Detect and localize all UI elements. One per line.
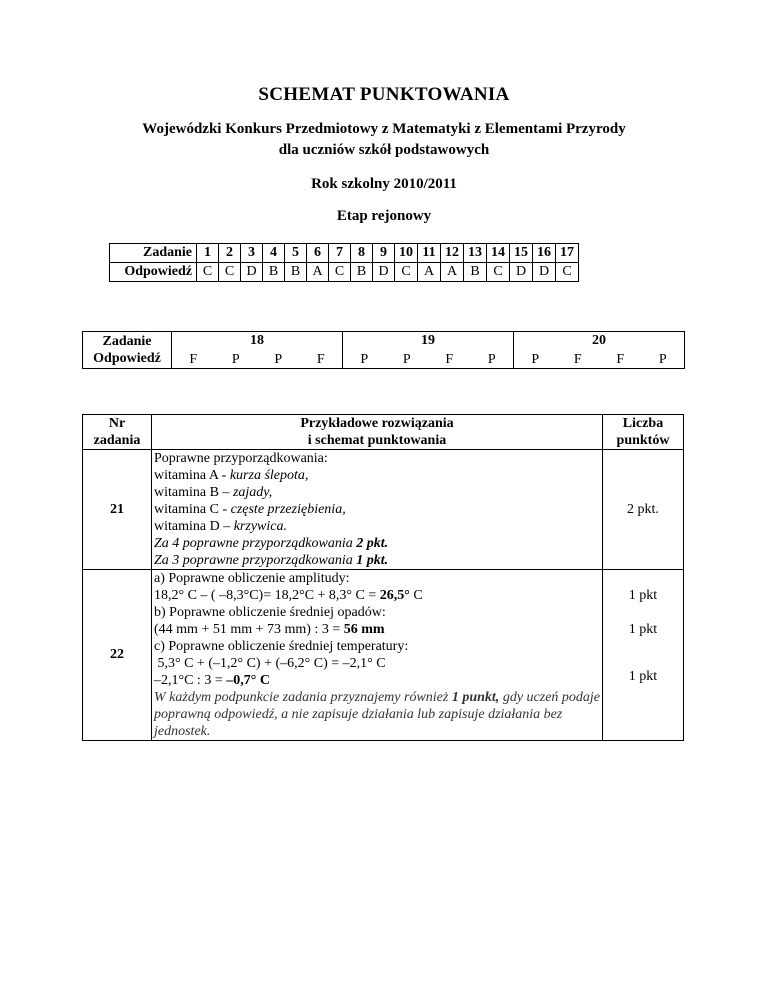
task-number-row bbox=[110, 244, 579, 263]
task-cell: 17 bbox=[556, 244, 579, 263]
answer-cell: C bbox=[219, 263, 241, 282]
points-part-a: 1 pkt bbox=[628, 588, 658, 603]
task-cell: 12 bbox=[441, 244, 464, 263]
task-group-answers bbox=[172, 351, 342, 368]
school-year: Rok szkolny 2010/2011 bbox=[311, 176, 457, 192]
answer-cell: F bbox=[316, 352, 325, 367]
task-22-row bbox=[83, 570, 684, 741]
task-cell: 15 bbox=[510, 244, 533, 263]
answer-row-label: Odpowiedź bbox=[110, 263, 197, 282]
answer-cell: P bbox=[402, 352, 411, 367]
points-part-c: 1 pkt bbox=[628, 669, 658, 684]
task-group-answers bbox=[514, 351, 684, 368]
answer-cell: P bbox=[531, 352, 540, 367]
task-cell: 9 bbox=[373, 244, 395, 263]
answer-cell: P bbox=[231, 352, 240, 367]
solution-line: c) Poprawne obliczenie średniej temperatury: bbox=[154, 639, 409, 654]
task-number: 21 bbox=[83, 450, 152, 570]
task-cell: 1 bbox=[197, 244, 219, 263]
answer-table-2-labels bbox=[83, 332, 172, 369]
header-body-line: Przykładowe rozwiązania bbox=[300, 416, 454, 431]
scoring-rule: Za 4 poprawne przyporządkowania 2 pkt. bbox=[154, 536, 389, 551]
scoring-rule: Za 3 poprawne przyporządkowania 1 pkt. bbox=[154, 553, 389, 568]
task-21-solution bbox=[152, 450, 603, 570]
answer-cell: B bbox=[263, 263, 285, 282]
task-cell: 3 bbox=[241, 244, 263, 263]
answer-cell: C bbox=[197, 263, 219, 282]
task-cell: 14 bbox=[487, 244, 510, 263]
header-solutions bbox=[152, 415, 603, 450]
task-group-20 bbox=[514, 332, 685, 369]
answer-cell: P bbox=[658, 352, 667, 367]
solution-line: witamina B – zajady, bbox=[154, 485, 273, 500]
answer-cell: F bbox=[189, 352, 198, 367]
answer-table-2-row bbox=[83, 332, 685, 369]
answer-cell: D bbox=[373, 263, 395, 282]
task-group-number: 19 bbox=[421, 333, 435, 348]
task-row-label: Zadanie bbox=[110, 244, 197, 263]
task-21-row bbox=[83, 450, 684, 570]
competition-audience: dla uczniów szkół podstawowych bbox=[278, 142, 490, 158]
header-pts-line: Liczba bbox=[622, 416, 664, 431]
answer-cell: F bbox=[616, 352, 625, 367]
answer-cell: B bbox=[351, 263, 373, 282]
solution-line: Poprawne przyporządkowania: bbox=[154, 451, 328, 466]
competition-name: Wojewódzki Konkurs Przedmiotowy z Matematyki z Elementami Przyrody bbox=[142, 121, 626, 137]
solution-line: witamina C - częste przeziębienia, bbox=[154, 502, 346, 517]
header-task-number bbox=[83, 415, 152, 450]
task-group-18 bbox=[172, 332, 343, 369]
task-points: 2 pkt. bbox=[603, 450, 684, 570]
solution-line: witamina D – krzywica. bbox=[154, 519, 287, 534]
answer-table-1 bbox=[109, 243, 579, 282]
task-cell: 5 bbox=[285, 244, 307, 263]
task-points bbox=[603, 570, 684, 741]
header-pts-line: punktów bbox=[616, 433, 670, 448]
answer-cell: D bbox=[510, 263, 533, 282]
solution-line: b) Poprawne obliczenie średniej opadów: bbox=[154, 605, 386, 620]
header-nr-line: zadania bbox=[93, 433, 141, 448]
task-cell: 2 bbox=[219, 244, 241, 263]
task-row-label: Zadanie bbox=[102, 334, 152, 349]
task-group-19 bbox=[343, 332, 514, 369]
answer-cell: C bbox=[395, 263, 418, 282]
answer-cell: F bbox=[573, 352, 582, 367]
task-cell: 6 bbox=[307, 244, 329, 263]
answer-table-2 bbox=[82, 331, 685, 369]
solution-line: a) Poprawne obliczenie amplitudy: bbox=[154, 571, 350, 586]
answer-row bbox=[110, 263, 579, 282]
solutions-table bbox=[82, 414, 684, 741]
solutions-header-row bbox=[83, 415, 684, 450]
scoring-note: W każdym podpunkcie zadania przyznajemy również 1 punkt, gdy uczeń podaje poprawną odpowiedź, a nie zapisuje działania lub zapisuje działania bez jednostek. bbox=[154, 690, 601, 739]
solution-line: –2,1°C : 3 = –0,7° C bbox=[154, 673, 270, 688]
task-cell: 8 bbox=[351, 244, 373, 263]
answer-cell: B bbox=[285, 263, 307, 282]
header-body-line: i schemat punktowania bbox=[307, 433, 447, 448]
answer-cell: D bbox=[533, 263, 556, 282]
solution-line: witamina A - kurza ślepota, bbox=[154, 468, 309, 483]
answer-cell: F bbox=[445, 352, 454, 367]
answer-cell: A bbox=[307, 263, 329, 282]
task-group-answers bbox=[343, 351, 513, 368]
answer-cell: B bbox=[464, 263, 487, 282]
task-group-number: 18 bbox=[250, 333, 264, 348]
solution-line: 5,3° C + (–1,2° C) + (–6,2° C) = –2,1° C bbox=[154, 656, 386, 671]
answer-cell: D bbox=[241, 263, 263, 282]
answer-cell: P bbox=[487, 352, 496, 367]
answer-cell: C bbox=[329, 263, 351, 282]
answer-cell: P bbox=[274, 352, 283, 367]
task-cell: 10 bbox=[395, 244, 418, 263]
answer-row-label: Odpowiedź bbox=[93, 351, 161, 366]
answer-cell: P bbox=[360, 352, 369, 367]
answer-cell: C bbox=[487, 263, 510, 282]
solution-line: (44 mm + 51 mm + 73 mm) : 3 = 56 mm bbox=[154, 622, 385, 637]
task-number: 22 bbox=[83, 570, 152, 741]
page-title: SCHEMAT PUNKTOWANIA bbox=[258, 84, 510, 105]
task-22-solution bbox=[152, 570, 603, 741]
task-cell: 4 bbox=[263, 244, 285, 263]
task-cell: 11 bbox=[418, 244, 441, 263]
points-part-b: 1 pkt bbox=[628, 622, 658, 637]
task-cell: 7 bbox=[329, 244, 351, 263]
task-group-number: 20 bbox=[592, 333, 606, 348]
competition-stage: Etap rejonowy bbox=[336, 208, 432, 224]
task-cell: 16 bbox=[533, 244, 556, 263]
answer-cell: A bbox=[418, 263, 441, 282]
task-cell: 13 bbox=[464, 244, 487, 263]
solution-line: 18,2° C – ( –8,3°C)= 18,2°C + 8,3° C = 26,5° C bbox=[154, 588, 423, 603]
answer-cell: C bbox=[556, 263, 579, 282]
header-points bbox=[603, 415, 684, 450]
answer-cell: A bbox=[441, 263, 464, 282]
header-nr-line: Nr bbox=[108, 416, 126, 431]
